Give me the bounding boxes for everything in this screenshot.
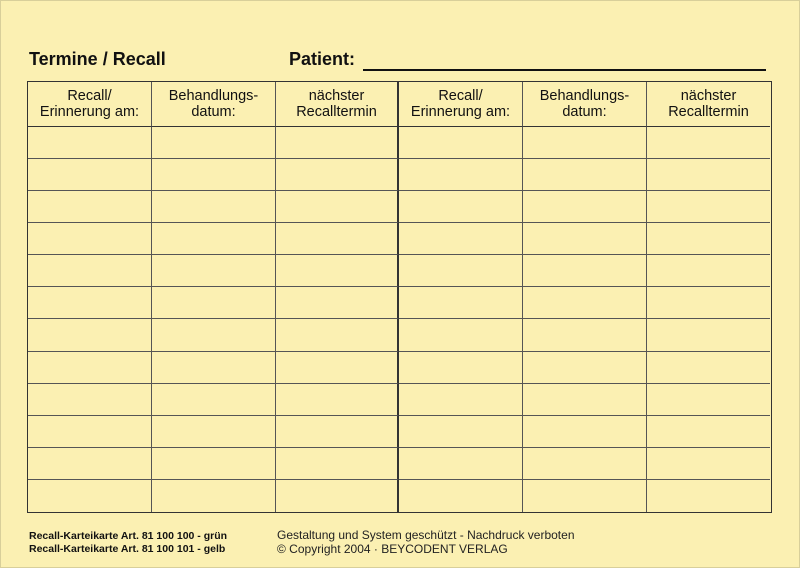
- column-header: Recall/ Erinnerung am:: [28, 82, 152, 127]
- table-cell[interactable]: [647, 416, 770, 448]
- table-cell[interactable]: [276, 384, 399, 416]
- table-cell[interactable]: [647, 352, 770, 384]
- column-header: nächster Recalltermin: [276, 82, 399, 127]
- table-cell[interactable]: [523, 191, 647, 223]
- table-cell[interactable]: [276, 319, 399, 351]
- column-header: Behandlungs- datum:: [523, 82, 647, 127]
- table-cell[interactable]: [276, 352, 399, 384]
- table-cell[interactable]: [647, 255, 770, 287]
- table-cell[interactable]: [399, 384, 523, 416]
- table-cell[interactable]: [152, 416, 276, 448]
- table-cell[interactable]: [399, 319, 523, 351]
- table-cell[interactable]: [276, 287, 399, 319]
- table-cell[interactable]: [28, 319, 152, 351]
- table-cell[interactable]: [399, 448, 523, 480]
- table-cell[interactable]: [28, 416, 152, 448]
- table-cell[interactable]: [523, 255, 647, 287]
- table-cell[interactable]: [647, 159, 770, 191]
- table-cell[interactable]: [523, 127, 647, 159]
- table-cell[interactable]: [276, 127, 399, 159]
- table-cell[interactable]: [152, 159, 276, 191]
- table-cell[interactable]: [647, 448, 770, 480]
- table-cell[interactable]: [523, 384, 647, 416]
- table-cell[interactable]: [647, 319, 770, 351]
- table-cell[interactable]: [523, 287, 647, 319]
- table-cell[interactable]: [647, 223, 770, 255]
- table-cell[interactable]: [399, 480, 523, 512]
- article-yellow: Recall-Karteikarte Art. 81 100 101 - gelb: [29, 543, 226, 555]
- table-cell[interactable]: [399, 255, 523, 287]
- table-cell[interactable]: [28, 480, 152, 512]
- table-cell[interactable]: [647, 384, 770, 416]
- table-cell[interactable]: [276, 480, 399, 512]
- table-cell[interactable]: [152, 287, 276, 319]
- table-cell[interactable]: [276, 159, 399, 191]
- table-cell[interactable]: [276, 191, 399, 223]
- table-cell[interactable]: [28, 448, 152, 480]
- copyright-notice: [277, 528, 575, 556]
- table-cell[interactable]: [152, 191, 276, 223]
- table-cell[interactable]: [399, 127, 523, 159]
- article-green: Recall-Karteikarte Art. 81 100 100 - grün: [29, 530, 228, 542]
- table-cell[interactable]: [523, 480, 647, 512]
- table-cell[interactable]: [647, 287, 770, 319]
- table-cell[interactable]: [399, 159, 523, 191]
- table-cell[interactable]: [523, 416, 647, 448]
- column-header: Behandlungs- datum:: [152, 82, 276, 127]
- table-cell[interactable]: [152, 384, 276, 416]
- table-cell[interactable]: [523, 319, 647, 351]
- table-cell[interactable]: [276, 255, 399, 287]
- table-cell[interactable]: [152, 319, 276, 351]
- article-numbers: [29, 530, 227, 556]
- table-cell[interactable]: [152, 255, 276, 287]
- table-cell[interactable]: [28, 287, 152, 319]
- table-cell[interactable]: [28, 159, 152, 191]
- table-cell[interactable]: [28, 223, 152, 255]
- table-cell[interactable]: [28, 255, 152, 287]
- table-cell[interactable]: [28, 384, 152, 416]
- column-header: nächster Recalltermin: [647, 82, 770, 127]
- table-cell[interactable]: [152, 223, 276, 255]
- table-cell[interactable]: [152, 127, 276, 159]
- table-cell[interactable]: [152, 480, 276, 512]
- table-cell[interactable]: [399, 416, 523, 448]
- table-cell[interactable]: [276, 223, 399, 255]
- table-cell[interactable]: [523, 352, 647, 384]
- table-cell[interactable]: [399, 191, 523, 223]
- table-cell[interactable]: [647, 480, 770, 512]
- patient-name-line[interactable]: [363, 69, 766, 71]
- table-cell[interactable]: [28, 191, 152, 223]
- card-title: Termine / Recall: [29, 49, 166, 69]
- patient-label: Patient:: [289, 49, 356, 69]
- table-cell[interactable]: [399, 223, 523, 255]
- recall-table: [27, 81, 772, 513]
- table-cell[interactable]: [647, 191, 770, 223]
- table-cell[interactable]: [647, 127, 770, 159]
- table-cell[interactable]: [28, 127, 152, 159]
- table-cell[interactable]: [152, 352, 276, 384]
- protection-text: Gestaltung und System geschützt - Nachdruck verboten: [277, 528, 575, 542]
- table-cell[interactable]: [276, 416, 399, 448]
- table-cell[interactable]: [399, 287, 523, 319]
- table-cell[interactable]: [523, 159, 647, 191]
- table-cell[interactable]: [523, 223, 647, 255]
- table-cell[interactable]: [152, 448, 276, 480]
- table-cell[interactable]: [523, 448, 647, 480]
- table-cell[interactable]: [276, 448, 399, 480]
- copyright-text: © Copyright 2004 · BEYCODENT VERLAG: [277, 542, 508, 556]
- column-header: Recall/ Erinnerung am:: [399, 82, 523, 127]
- table-cell[interactable]: [28, 352, 152, 384]
- table-cell[interactable]: [399, 352, 523, 384]
